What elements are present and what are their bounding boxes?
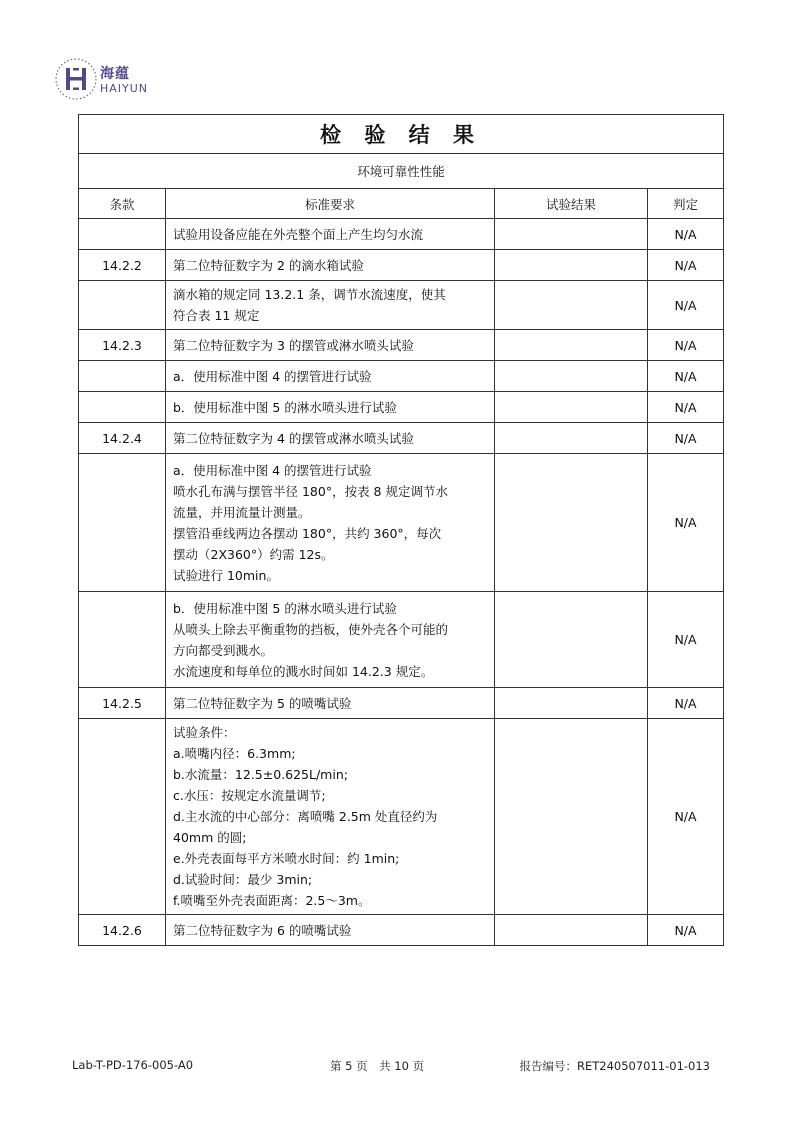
- requirement-line: 40mm 的圆;: [173, 830, 247, 845]
- requirement-line: 方向都受到溅水。: [173, 642, 274, 658]
- clause-cell: [79, 592, 166, 688]
- clause-cell: [79, 361, 166, 392]
- verdict-cell: N/A: [648, 250, 724, 281]
- requirement-line: 喷水孔布满与摆管半径 180°，按表 8 规定调节水: [173, 483, 448, 499]
- requirement-line: 摆管沿垂线两边各摆动 180°，共约 360°，每次: [173, 525, 442, 541]
- verdict-cell: N/A: [648, 219, 724, 250]
- clause-cell: 14.2.6: [79, 915, 166, 946]
- clause-cell: 14.2.5: [79, 688, 166, 719]
- result-cell: [495, 592, 648, 688]
- verdict-cell: N/A: [648, 392, 724, 423]
- header-requirement: 标准要求: [166, 189, 495, 219]
- table-row: [79, 592, 724, 688]
- result-cell: [495, 281, 648, 330]
- section-title: 环境可靠性性能: [79, 154, 724, 189]
- table-title: 检 验 结 果: [79, 115, 724, 154]
- clause-cell: [79, 281, 166, 330]
- requirement-line: b．使用标准中图 5 的淋水喷头进行试验: [173, 600, 397, 616]
- requirement-cell: [166, 915, 495, 946]
- table-row: [79, 250, 724, 281]
- requirement-line: 第二位特征数字为 6 的喷嘴试验: [173, 922, 352, 938]
- clause-cell: [79, 219, 166, 250]
- requirement-line: 试验用设备应能在外壳整个面上产生均匀水流: [173, 226, 424, 242]
- header-clause: 条款: [79, 189, 166, 219]
- result-cell: [495, 250, 648, 281]
- result-cell: [495, 330, 648, 361]
- result-cell: [495, 392, 648, 423]
- verdict-cell: N/A: [648, 330, 724, 361]
- requirement-line: d.试验时间：最少 3min;: [173, 872, 313, 887]
- table-row: [79, 423, 724, 454]
- requirement-line: 试验条件：: [173, 725, 236, 740]
- requirement-cell: [166, 719, 495, 915]
- clause-cell: 14.2.2: [79, 250, 166, 281]
- table-row: [79, 281, 724, 330]
- table-row: [79, 392, 724, 423]
- requirement-cell: [166, 454, 495, 592]
- requirement-line: a.喷嘴内径：6.3mm;: [173, 746, 296, 761]
- requirement-line: 第二位特征数字为 5 的喷嘴试验: [173, 695, 352, 711]
- requirement-cell: [166, 250, 495, 281]
- requirement-line: 滴水箱的规定同 13.2.1 条，调节水流速度，使其: [173, 287, 446, 302]
- logo-chinese-name: 海蕴: [100, 66, 130, 82]
- haiyun-logo-icon: [52, 55, 100, 103]
- table-row: [79, 361, 724, 392]
- requirement-line: 第二位特征数字为 4 的摆管或淋水喷头试验: [173, 430, 414, 446]
- requirement-line: a．使用标准中图 4 的摆管进行试验: [173, 368, 372, 384]
- requirement-cell: [166, 423, 495, 454]
- requirement-line: 第二位特征数字为 3 的摆管或淋水喷头试验: [173, 337, 414, 353]
- result-cell: [495, 219, 648, 250]
- requirement-line: b.水流量：12.5±0.625L/min;: [173, 767, 348, 782]
- table-row: [79, 330, 724, 361]
- requirement-cell: [166, 361, 495, 392]
- header-verdict: 判定: [648, 189, 724, 219]
- clause-cell: 14.2.4: [79, 423, 166, 454]
- requirement-line: c.水压：按规定水流量调节;: [173, 788, 326, 803]
- footer-doc-code: Lab-T-PD-176-005-A0: [72, 1058, 194, 1072]
- requirement-cell: [166, 330, 495, 361]
- footer-report-number: 报告编号：RET240507011-01-013: [519, 1059, 710, 1073]
- requirement-line: b．使用标准中图 5 的淋水喷头进行试验: [173, 399, 397, 415]
- header-result: 试验结果: [495, 189, 648, 219]
- requirement-cell: [166, 592, 495, 688]
- requirement-line: 流量，并用流量计测量。: [173, 504, 311, 520]
- result-cell: [495, 423, 648, 454]
- table-row: [79, 688, 724, 719]
- requirement-cell: [166, 281, 495, 330]
- requirement-line: a．使用标准中图 4 的摆管进行试验: [173, 462, 372, 478]
- result-cell: [495, 361, 648, 392]
- requirement-cell: [166, 392, 495, 423]
- requirement-line: 符合表 11 规定: [173, 308, 260, 323]
- company-logo: [52, 55, 152, 107]
- requirement-line: 第二位特征数字为 2 的滴水箱试验: [173, 257, 364, 273]
- requirement-line: 摆动（2X360°）约需 12s。: [173, 546, 334, 562]
- verdict-cell: N/A: [648, 423, 724, 454]
- verdict-cell: N/A: [648, 719, 724, 915]
- verdict-cell: N/A: [648, 592, 724, 688]
- requirement-line: 水流速度和每单位的溅水时间如 14.2.3 规定。: [173, 663, 434, 679]
- table-row: [79, 719, 724, 915]
- result-cell: [495, 454, 648, 592]
- requirement-line: 从喷头上除去平衡重物的挡板，使外壳各个可能的: [173, 621, 449, 637]
- verdict-cell: N/A: [648, 361, 724, 392]
- verdict-cell: N/A: [648, 915, 724, 946]
- result-cell: [495, 719, 648, 915]
- requirement-line: f.喷嘴至外壳表面距离：2.5～3m。: [173, 893, 371, 908]
- result-cell: [495, 688, 648, 719]
- table-row: [79, 219, 724, 250]
- table-header-row: [79, 189, 724, 219]
- verdict-cell: N/A: [648, 281, 724, 330]
- clause-cell: [79, 454, 166, 592]
- test-results-table: [78, 114, 724, 946]
- table-row: [79, 454, 724, 592]
- clause-cell: [79, 392, 166, 423]
- logo-english-name: HAIYUN: [100, 82, 149, 95]
- verdict-cell: N/A: [648, 688, 724, 719]
- clause-cell: 14.2.3: [79, 330, 166, 361]
- requirement-line: 试验进行 10min。: [173, 567, 279, 583]
- footer-page-number: 第 5 页 共 10 页: [330, 1059, 425, 1073]
- requirement-cell: [166, 688, 495, 719]
- result-cell: [495, 915, 648, 946]
- requirement-line: d.主水流的中心部分：离喷嘴 2.5m 处直径约为: [173, 809, 438, 824]
- table-row: [79, 915, 724, 946]
- requirement-line: e.外壳表面每平方米喷水时间：约 1min;: [173, 851, 400, 866]
- requirement-cell: [166, 219, 495, 250]
- verdict-cell: N/A: [648, 454, 724, 592]
- clause-cell: [79, 719, 166, 915]
